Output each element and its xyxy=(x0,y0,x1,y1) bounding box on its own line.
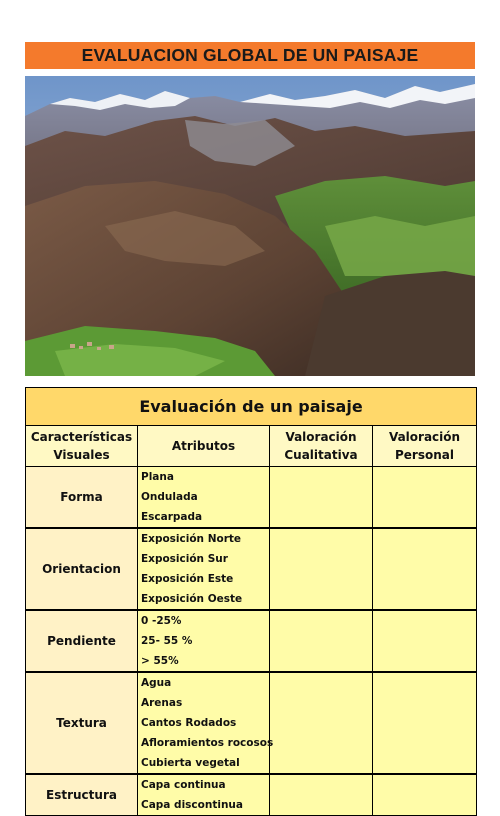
feature-estructura: Estructura xyxy=(26,774,138,816)
valoracion-cualitativa-input-forma[interactable] xyxy=(270,467,373,529)
valoracion-personal-input-textura[interactable] xyxy=(373,672,477,774)
attribute-item: Afloramientos rocosos xyxy=(141,737,274,749)
feature-textura: Textura xyxy=(26,672,138,774)
valoracion-personal-input-estructura[interactable] xyxy=(373,774,477,816)
feature-orientacion: Orientacion xyxy=(26,528,138,610)
evaluation-table xyxy=(25,387,476,816)
header-valoracion-cualitativa xyxy=(270,426,373,467)
attribute-item: Ondulada xyxy=(141,491,198,503)
valoracion-personal-input-forma[interactable] xyxy=(373,467,477,529)
attribute-item: Exposición Norte xyxy=(141,533,242,545)
table-title: Evaluación de un paisaje xyxy=(26,388,477,426)
attribute-item: Cantos Rodados xyxy=(141,717,237,729)
table-row xyxy=(26,528,477,610)
table-row xyxy=(26,672,477,774)
attribute-item: Plana xyxy=(141,471,174,483)
attribute-item: 25- 55 % xyxy=(141,635,193,647)
attributes-forma xyxy=(138,467,270,529)
valoracion-cualitativa-input-pendiente[interactable] xyxy=(270,610,373,672)
valoracion-personal-input-pendiente[interactable] xyxy=(373,610,477,672)
attributes-pendiente xyxy=(138,610,270,672)
feature-pendiente: Pendiente xyxy=(26,610,138,672)
attribute-item: Exposición Este xyxy=(141,573,234,585)
table-row xyxy=(26,610,477,672)
valoracion-cualitativa-input-orientacion[interactable] xyxy=(270,528,373,610)
header-personal-line1: Valoración xyxy=(388,430,461,444)
attribute-item: Escarpada xyxy=(141,511,203,523)
attribute-item: Cubierta vegetal xyxy=(141,757,240,769)
header-atributos: Atributos xyxy=(138,426,270,467)
valoracion-personal-input-orientacion[interactable] xyxy=(373,528,477,610)
attribute-item: 0 -25% xyxy=(141,615,182,627)
mountain-landscape-photo xyxy=(25,76,475,376)
attributes-textura xyxy=(138,672,274,774)
page-title-banner: EVALUACION GLOBAL DE UN PAISAJE xyxy=(25,42,475,69)
attribute-item: Capa continua xyxy=(141,779,226,791)
attributes-orientacion xyxy=(138,528,270,610)
valoracion-cualitativa-input-textura[interactable] xyxy=(270,672,373,774)
table-row xyxy=(26,774,477,816)
header-personal-line2: Personal xyxy=(395,448,454,462)
header-caracteristicas xyxy=(26,426,138,467)
feature-forma: Forma xyxy=(26,467,138,529)
attribute-item: Exposición Sur xyxy=(141,553,228,565)
attribute-item: Capa discontinua xyxy=(141,799,243,811)
attributes-estructura xyxy=(138,774,270,816)
header-cualitativa-line2: Cualitativa xyxy=(284,448,358,462)
header-cualitativa-line1: Valoración xyxy=(285,430,357,444)
attribute-item: Agua xyxy=(141,677,172,689)
attribute-item: > 55% xyxy=(141,655,179,667)
header-caracteristicas-line1: Características xyxy=(30,430,133,444)
table-row xyxy=(26,467,477,529)
header-caracteristicas-line2: Visuales xyxy=(53,448,110,462)
attribute-item: Exposición Oeste xyxy=(141,593,243,605)
table-header-row xyxy=(26,426,477,467)
valoracion-cualitativa-input-estructura[interactable] xyxy=(270,774,373,816)
header-valoracion-personal xyxy=(373,426,477,467)
attribute-item: Arenas xyxy=(141,697,183,709)
